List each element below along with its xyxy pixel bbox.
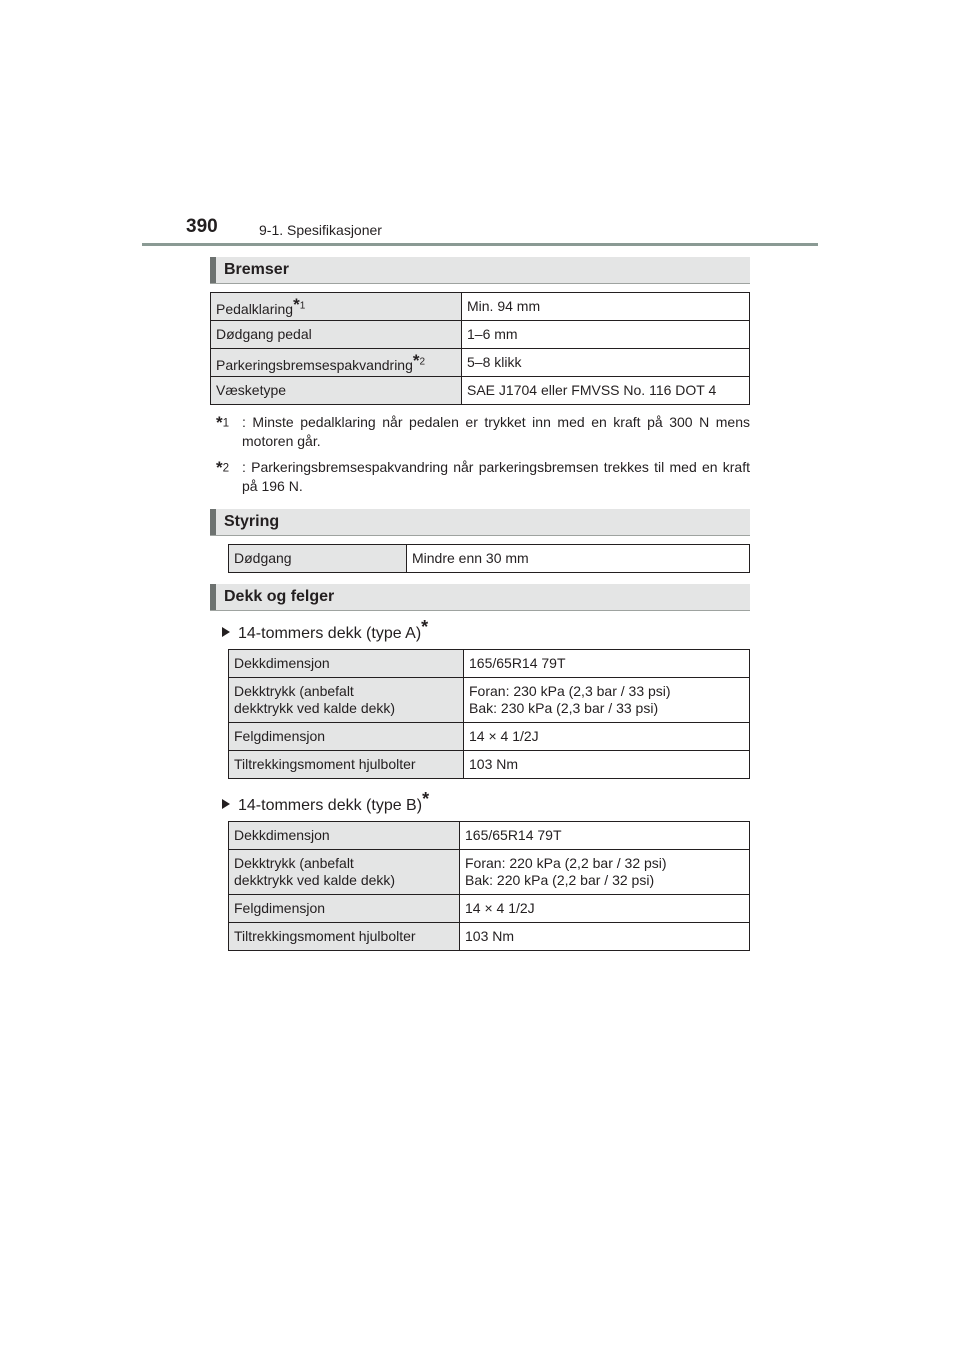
table-row [229, 751, 750, 779]
section-title: Styring [224, 513, 280, 530]
page-number: 390 [186, 216, 218, 237]
subheading-type-a: 14-tommers dekk (type A)* [222, 617, 428, 643]
table-row [229, 895, 750, 923]
table-row [229, 545, 750, 573]
table-value: 14 × 4 1/2J [464, 723, 750, 751]
section-heading-bar [210, 257, 216, 283]
table-value: Mindre enn 30 mm [407, 545, 750, 573]
table-row [229, 923, 750, 951]
table-key: Dødgang [229, 545, 407, 573]
table-row [211, 377, 750, 405]
steering-table [228, 544, 750, 573]
table-row [229, 850, 750, 895]
table-key: Dekktrykk (anbefalt dekktrykk ved kalde dekk) [229, 678, 464, 723]
brakes-table [210, 292, 750, 405]
table-key: Tiltrekkingsmoment hjulbolter [229, 751, 464, 779]
tires-type-b-table [228, 821, 750, 951]
table-key: Tiltrekkingsmoment hjulbolter [229, 923, 460, 951]
table-value: SAE J1704 eller FMVSS No. 116 DOT 4 [462, 377, 750, 405]
footnote-1: *$^1$ : Minste pedalklaring når pedalen er trykket inn med en kraft på 300 N mens motoren går. [216, 413, 750, 449]
section-heading-steering [210, 509, 750, 536]
section-title: Dekk og felger [224, 588, 335, 605]
table-row [211, 293, 750, 321]
tires-type-a-table [228, 649, 750, 779]
table-value: 5–8 klikk [462, 349, 750, 377]
table-key: Felgdimensjon [229, 895, 460, 923]
table-value: 165/65R14 79T [464, 650, 750, 678]
table-row [229, 650, 750, 678]
table-key: Parkeringsbremsespakvandring*$^2$ [211, 349, 462, 377]
table-row [229, 678, 750, 723]
table-key: Dekkdimensjon [229, 822, 460, 850]
section-heading-bar [210, 509, 216, 535]
footnote-2: *$^2$ : Parkeringsbremsespakvandring når parkeringsbremsen trekkes til med en kraft på 196 N. [216, 458, 750, 494]
table-value: Foran: 230 kPa (2,3 bar / 33 psi) Bak: 230 kPa (2,3 bar / 33 psi) [464, 678, 750, 723]
section-title: Bremser [224, 261, 289, 278]
table-key: Væsketype [211, 377, 462, 405]
table-key: Pedalklaring*$^1$ [211, 293, 462, 321]
header-rule [142, 243, 818, 246]
footnote-text: : Minste pedalklaring når pedalen er trykket inn med en kraft på 300 N mens motoren går. [242, 414, 750, 449]
section-heading-brakes [210, 257, 750, 284]
triangle-bullet-icon [222, 799, 230, 809]
section-heading-bar [210, 584, 216, 610]
triangle-bullet-icon [222, 627, 230, 637]
table-row [229, 723, 750, 751]
table-key: Dødgang pedal [211, 321, 462, 349]
table-key: Felgdimensjon [229, 723, 464, 751]
table-row [229, 822, 750, 850]
table-value: Foran: 220 kPa (2,2 bar / 32 psi) Bak: 220 kPa (2,2 bar / 32 psi) [460, 850, 750, 895]
table-row [211, 321, 750, 349]
table-row [211, 349, 750, 377]
section-heading-tires [210, 584, 750, 611]
table-value: Min. 94 mm [462, 293, 750, 321]
footnote-text: : Parkeringsbremsespakvandring når parkeringsbremsen trekkes til med en kraft på 196 N. [242, 459, 750, 494]
table-value: 103 Nm [464, 751, 750, 779]
table-value: 103 Nm [460, 923, 750, 951]
section-label: 9-1. Spesifikasjoner [259, 222, 382, 238]
table-value: 14 × 4 1/2J [460, 895, 750, 923]
table-value: 1–6 mm [462, 321, 750, 349]
table-value: 165/65R14 79T [460, 822, 750, 850]
table-key: Dekkdimensjon [229, 650, 464, 678]
subheading-type-b: 14-tommers dekk (type B)* [222, 789, 429, 815]
table-key: Dekktrykk (anbefalt dekktrykk ved kalde dekk) [229, 850, 460, 895]
